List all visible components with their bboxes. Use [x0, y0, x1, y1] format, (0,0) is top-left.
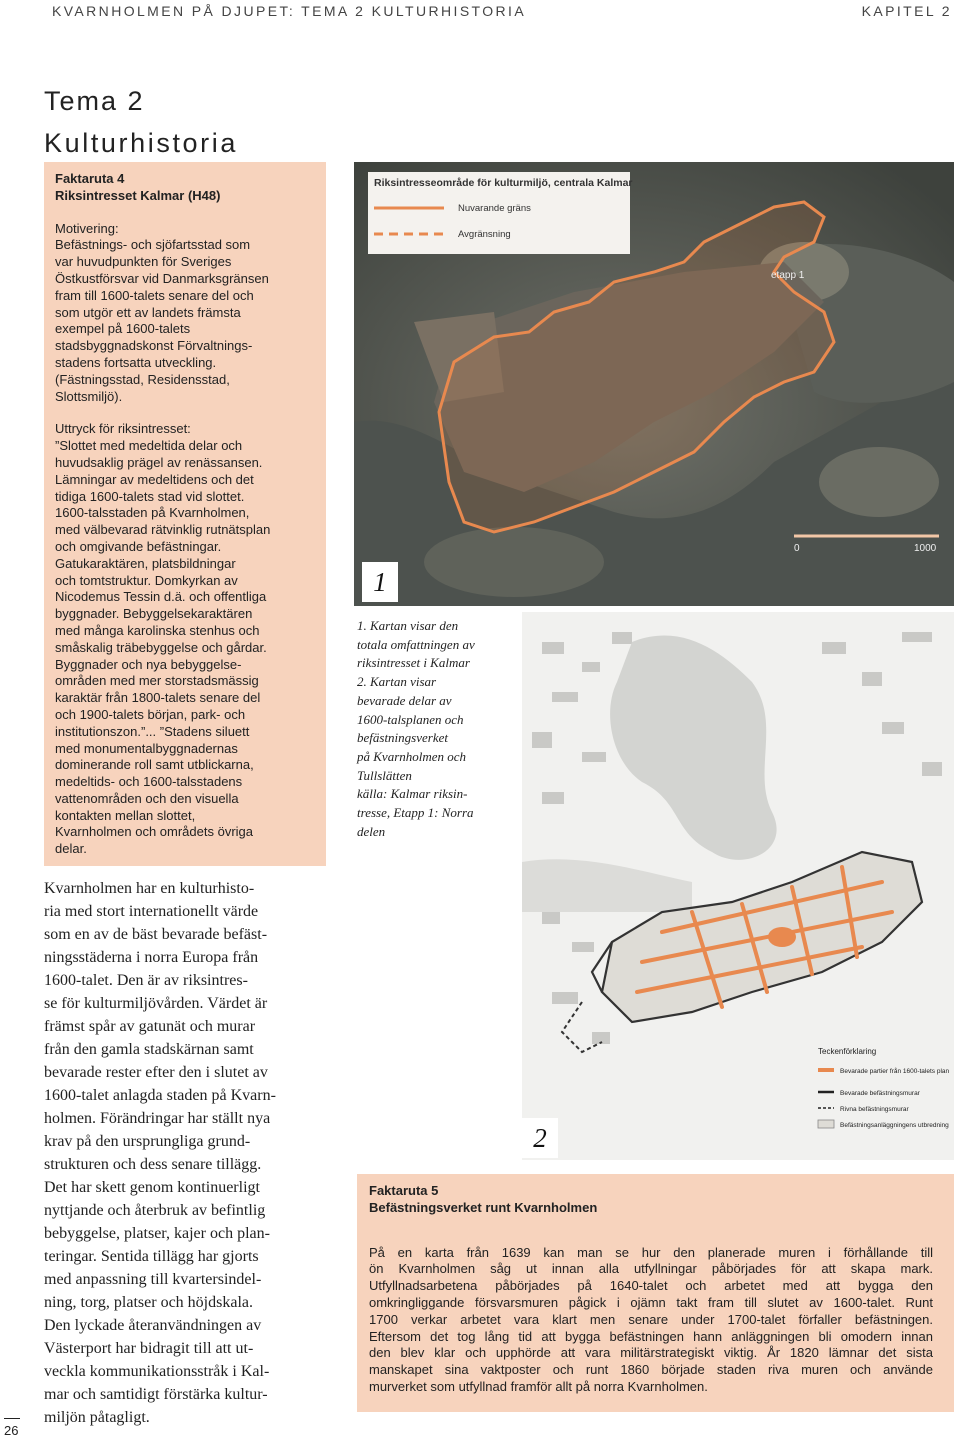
text-line: med monumentalbyggnadernas — [55, 740, 238, 756]
map1-scale-end: 1000 — [914, 543, 937, 554]
page-number: 26 — [4, 1423, 19, 1438]
caption-line: delen — [357, 823, 386, 839]
text-line: byggnader. Bebyggelsekaraktären — [55, 606, 253, 622]
body-line: med anpassning till kvartersindel- — [44, 1271, 262, 1288]
faktaruta-4-subtitle: Riksintresset Kalmar (H48) — [55, 187, 221, 203]
text-line: ”Slottet med medeltida delar och — [55, 438, 243, 454]
caption-line: 1600-talsplanen och — [357, 711, 464, 727]
text-line: småskalig träbebyggelse och gårdar. — [55, 639, 267, 655]
faktaruta-5-subtitle: Befästningsverket runt Kvarnholmen — [369, 1199, 598, 1215]
body-line: se för kulturmiljövården. Värdet är — [44, 995, 268, 1012]
body-line: nyttjande och återbruk av befintlig — [44, 1202, 266, 1219]
text-line: murverket som utfyllnad framför allt på norra Kvarnholmen. — [369, 1378, 708, 1394]
faktaruta-4-uttryck — [55, 421, 323, 858]
body-line: som en av de bäst bevarade befäst- — [44, 926, 268, 943]
body-line: strukturen och dess senare tillägg. — [44, 1156, 262, 1173]
caption-line: bevarade delar av — [357, 692, 452, 708]
page-title: Tema 2 — [44, 86, 145, 116]
text-line: Kvarnholmen och områdets övriga — [55, 824, 253, 840]
map1-number: 1 — [373, 567, 387, 597]
text-line: Utfyllnadsarbetena påbörjades på 1640-talet och arbetet med att bygga den — [369, 1278, 933, 1294]
text-line: karaktär från 1800-talets senare del — [55, 690, 261, 706]
text-line: var huvudpunkten för Sveriges — [55, 254, 232, 270]
text-line: Uttryck för riksintresset: — [55, 421, 191, 437]
running-header: KVARNHOLMEN PÅ DJUPET: TEMA 2 KULTURHISTORIA — [52, 3, 527, 19]
map-caption — [357, 617, 527, 841]
body-line: från den gamla stadskärnan samt — [44, 1041, 254, 1058]
body-line: miljön påtagligt. — [44, 1409, 150, 1426]
text-line: exempel på 1600-talets — [55, 321, 191, 337]
map1-scale-start: 0 — [794, 543, 800, 554]
page-subtitle: Kulturhistoria — [44, 128, 238, 158]
text-line: (Fästningsstad, Residensstad, — [55, 371, 230, 387]
text-line: medeltids- och 1600-talsstadens — [55, 774, 243, 790]
map1-etapp-label: etapp 1 — [771, 270, 805, 281]
body-line: holmen. Förändringar har ställt nya — [44, 1110, 271, 1127]
text-line: huvudsaklig prägel av renässansen. — [55, 454, 263, 470]
caption-line: 2. Kartan visar — [357, 674, 437, 690]
body-text — [44, 877, 334, 1429]
text-line: 1700 verkar arbetet vara klart men senare under 1700-talet förfaller befästningen. — [369, 1311, 933, 1327]
caption-line: befästningsverket — [357, 730, 448, 746]
faktaruta-4-motivering — [55, 221, 323, 406]
text-line: områden med mer storstadsmässig — [55, 673, 259, 689]
text-line: tidiga 1600-talets stad vid slottet. — [55, 488, 245, 504]
body-line: 1600-talet. Den är av riksintres- — [44, 972, 248, 989]
text-line: omkringliggande försvarsmuren pågick i ojämn takt fram till slutet av 1600-talet. Runt — [369, 1294, 933, 1310]
text-line: delar. — [55, 841, 87, 857]
fortification-map — [522, 612, 954, 1160]
faktaruta-5-label: Faktaruta 5 — [369, 1183, 439, 1198]
caption-line: på Kvarnholmen och — [357, 748, 467, 764]
text-line: Byggnader och nya bebyggelse- — [55, 656, 242, 672]
text-line: stadsbyggnadskonst Förvaltnings- — [55, 338, 253, 354]
caption-line: totala omfattningen av — [357, 636, 475, 652]
text-line: Eftersom det tog lång tid att bygga befästningen hann anläggningen bli omodern innan — [369, 1328, 933, 1344]
faktaruta-4 — [44, 162, 326, 866]
caption-line: Tullslätten — [357, 767, 412, 783]
text-line: och tomtstruktur. Domkyrkan av — [55, 572, 238, 588]
body-line: ria med stort internationellt värde — [44, 903, 259, 920]
body-line: Den lyckade återanvändningen av — [44, 1317, 262, 1334]
map1-legend-title: Riksintresseområde för kulturmiljö, centrala Kalmar — [374, 177, 633, 189]
text-line: ön Kvarnholmen såg ut innan alla utfyllningar påbörjades för att skapa mark. — [369, 1261, 933, 1277]
map2-legend-title: Teckenförklaring — [818, 1047, 877, 1056]
text-line: den blev klar och upphörde att vara militärstrategiskt viktig. År 1820 lämnar det sista — [369, 1345, 933, 1361]
text-line: Lämningar av medeltidens och det — [55, 471, 254, 487]
body-line: bebyggelse, platser, kajer och plan- — [44, 1225, 270, 1242]
caption-line: 1. Kartan visar den — [357, 618, 459, 633]
body-line: Västerport har bidragit till att ut- — [44, 1340, 254, 1357]
fortification-map-graphic — [522, 612, 954, 1160]
text-line: Slottsmiljö). — [55, 388, 123, 404]
text-line: På en karta från 1639 kan man se hur den planerade muren i förhållande till — [369, 1244, 933, 1260]
text-line: med välbevarad rätvinklig rutnätsplan — [55, 522, 271, 538]
aerial-map — [354, 162, 954, 606]
body-line: veckla kommunikationsstråk i Kal- — [44, 1363, 270, 1380]
aerial-map-graphic — [354, 162, 954, 606]
text-line: som utgör ett av landets främsta — [55, 304, 241, 320]
text-line: 1600-talsstaden på Kvarnholmen, — [55, 505, 250, 521]
text-line: vattenområden och den visuella — [55, 790, 239, 806]
map1-legend-current: Nuvarande gräns — [458, 203, 531, 214]
text-line: och 1900-talets början, park- och — [55, 706, 246, 722]
caption-line: tresse, Etapp 1: Norra — [357, 805, 474, 821]
body-line: Det har skett genom kontinuerligt — [44, 1179, 260, 1196]
text-line: dominerande roll samt utblickarna, — [55, 757, 254, 773]
body-line: främst spår av gatunät och murar — [44, 1018, 256, 1035]
text-line: och omgivande befästningar. — [55, 538, 222, 554]
text-line: fram till 1600-talets senare del och — [55, 287, 254, 303]
text-line: Gatukaraktären, platsbildningar — [55, 555, 236, 571]
map2-number: 2 — [533, 1123, 547, 1153]
page-number-rule — [4, 1418, 20, 1419]
text-line: manskapet sina vaktposter och runt 1860 började staden riva muren och använde — [369, 1362, 933, 1378]
map2-legend-item: Bevarade partier från 1600-talets plan — [840, 1068, 950, 1075]
map1-number-badge — [362, 562, 398, 602]
text-line: Motivering: — [55, 220, 119, 236]
map2-legend-item: Rivna befästningsmurar — [840, 1106, 909, 1113]
body-line: mar och samtidigt förstärka kultur- — [44, 1386, 268, 1403]
text-line: kontakten mellan slottet, — [55, 807, 196, 823]
body-line: 1600-talet anlagda staden på Kvarn- — [44, 1087, 276, 1104]
body-line: teringar. Sentida tillägg har gjorts — [44, 1248, 259, 1265]
map1-legend-boundary: Avgränsning — [458, 229, 511, 240]
map2-legend-item: Bevarade befästningsmurar — [840, 1090, 920, 1097]
text-line: institutionszon.”... ”Stadens siluett — [55, 723, 250, 739]
text-line: Befästnings- och sjöfartsstad som — [55, 237, 251, 253]
caption-line: riksintresset i Kalmar — [357, 655, 470, 671]
faktaruta-4-label: Faktaruta 4 — [55, 171, 125, 186]
map2-legend-item: Befästningsanläggningens utbredning — [840, 1122, 949, 1129]
text-line: med många karolinska stenhus och — [55, 622, 260, 638]
body-line: bevarade rester efter den i slutet av — [44, 1064, 268, 1081]
body-line: ning, torg, platser och höjdskala. — [44, 1294, 253, 1311]
map2-number-badge — [522, 1118, 558, 1158]
caption-line: källa: Kalmar riksin- — [357, 786, 468, 802]
text-line: Nicodemus Tessin d.ä. och offentliga — [55, 589, 267, 605]
body-line: Kvarnholmen har en kulturhisto- — [44, 880, 255, 897]
body-line: ningsstäderna i norra Europa från — [44, 949, 259, 966]
faktaruta-5 — [357, 1174, 954, 1412]
body-line: krav på den ursprungliga grund- — [44, 1133, 251, 1150]
faktaruta-5-text — [369, 1245, 933, 1396]
text-line: stadens fortsatta utveckling. — [55, 354, 217, 370]
text-line: Östkustförsvar vid Danmarksgränsen — [55, 270, 269, 286]
chapter-label: KAPITEL 2 — [861, 3, 952, 19]
